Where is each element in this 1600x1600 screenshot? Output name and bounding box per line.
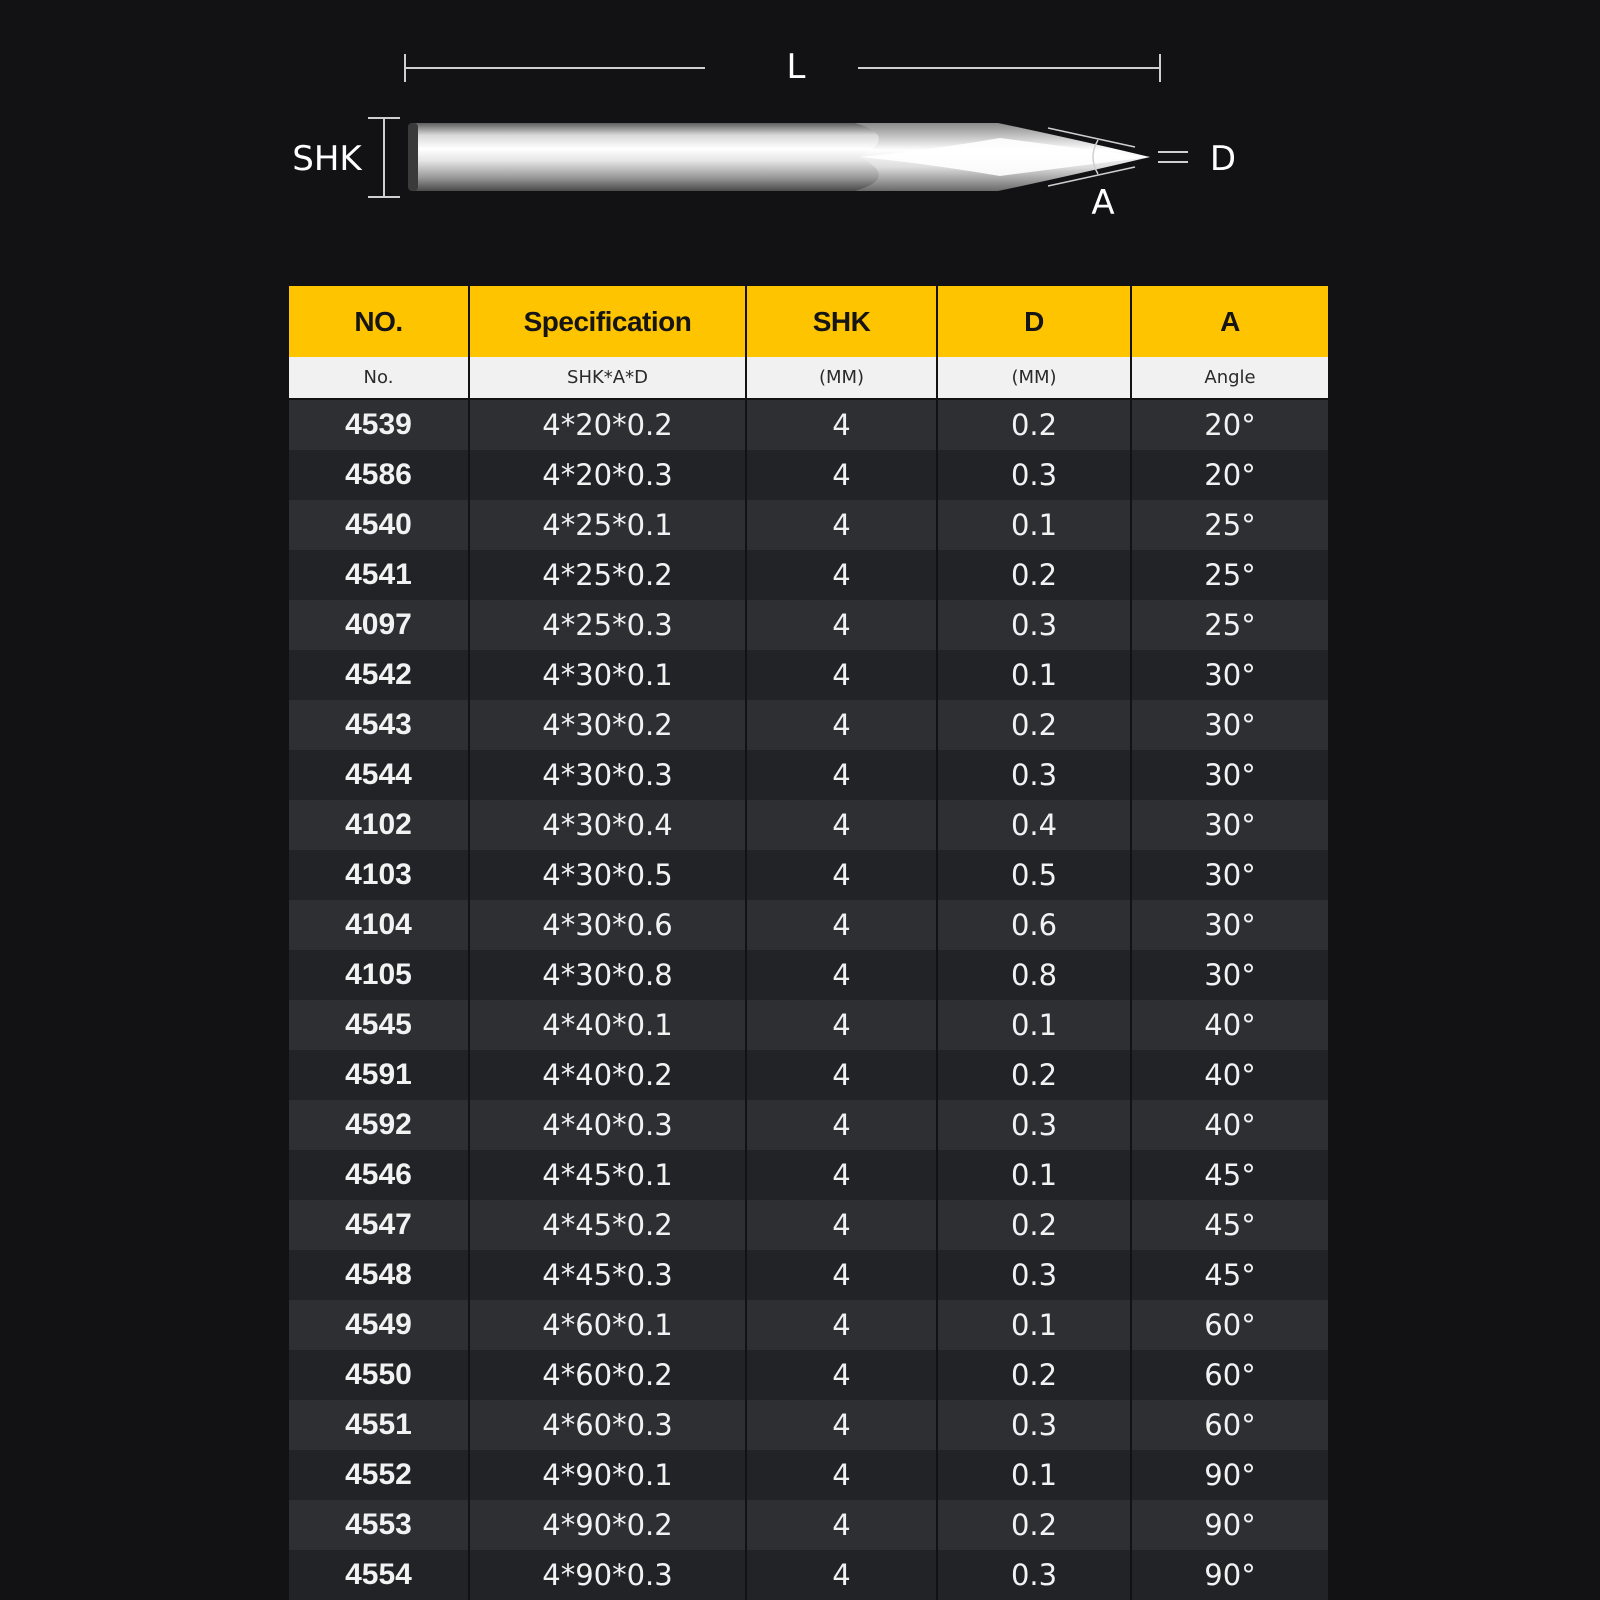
cell-d: 0.2: [937, 550, 1131, 600]
tip-diameter-indicator: [1158, 152, 1188, 162]
cell-shk: 4: [746, 1350, 937, 1400]
cell-no: 4592: [289, 1100, 469, 1150]
cell-shk: 4: [746, 450, 937, 500]
cell-shk: 4: [746, 399, 937, 450]
table-row: [289, 1000, 1328, 1050]
cell-shk: 4: [746, 950, 937, 1000]
cell-no: 4542: [289, 650, 469, 700]
cell-angle: 30°: [1131, 850, 1328, 900]
cell-shk: 4: [746, 1050, 937, 1100]
cell-angle: 45°: [1131, 1150, 1328, 1200]
shank-dimension: [368, 118, 400, 197]
cell-no: 4549: [289, 1300, 469, 1350]
cell-d: 0.2: [937, 399, 1131, 450]
cell-angle: 30°: [1131, 950, 1328, 1000]
cell-no: 4105: [289, 950, 469, 1000]
cell-shk: 4: [746, 1250, 937, 1300]
label-L: L: [786, 47, 806, 87]
table-row: [289, 550, 1328, 600]
label-D: D: [1209, 139, 1237, 179]
cell-no: 4548: [289, 1250, 469, 1300]
subheader-row: [289, 357, 1328, 399]
table-row: [289, 900, 1328, 950]
cell-specification: 4*30*0.1: [469, 650, 746, 700]
cell-d: 0.2: [937, 1050, 1131, 1100]
table-row: [289, 1250, 1328, 1300]
cell-angle: 45°: [1131, 1200, 1328, 1250]
cell-specification: 4*90*0.3: [469, 1550, 746, 1600]
cell-angle: 40°: [1131, 1100, 1328, 1150]
cell-shk: 4: [746, 1200, 937, 1250]
subheader-a: Angle: [1131, 357, 1328, 399]
cell-angle: 40°: [1131, 1050, 1328, 1100]
cell-d: 0.3: [937, 1550, 1131, 1600]
cell-d: 0.3: [937, 1100, 1131, 1150]
table-row: [289, 1550, 1328, 1600]
cell-shk: 4: [746, 1100, 937, 1150]
cell-shk: 4: [746, 500, 937, 550]
cell-angle: 30°: [1131, 900, 1328, 950]
cell-specification: 4*20*0.2: [469, 399, 746, 450]
cell-d: 0.2: [937, 1200, 1131, 1250]
cell-specification: 4*30*0.2: [469, 700, 746, 750]
table-row: [289, 950, 1328, 1000]
cell-angle: 60°: [1131, 1400, 1328, 1450]
cell-no: 4553: [289, 1500, 469, 1550]
table-row: [289, 650, 1328, 700]
cell-specification: 4*90*0.2: [469, 1500, 746, 1550]
cell-specification: 4*40*0.3: [469, 1100, 746, 1150]
header-shk: SHK: [746, 286, 937, 357]
table-row: [289, 700, 1328, 750]
cell-shk: 4: [746, 550, 937, 600]
cell-specification: 4*40*0.2: [469, 1050, 746, 1100]
cell-no: 4552: [289, 1450, 469, 1500]
subheader-shk: (MM): [746, 357, 937, 399]
header-specification: Specification: [469, 286, 746, 357]
cell-no: 4539: [289, 399, 469, 450]
table-row: [289, 1450, 1328, 1500]
cell-specification: 4*60*0.3: [469, 1400, 746, 1450]
cell-specification: 4*30*0.5: [469, 850, 746, 900]
cell-specification: 4*30*0.4: [469, 800, 746, 850]
cell-d: 0.3: [937, 600, 1131, 650]
cell-shk: 4: [746, 1300, 937, 1350]
table-row: [289, 1150, 1328, 1200]
cell-specification: 4*25*0.2: [469, 550, 746, 600]
cell-angle: 20°: [1131, 450, 1328, 500]
cell-angle: 30°: [1131, 650, 1328, 700]
cell-shk: 4: [746, 700, 937, 750]
engraving-bit-diagram: [0, 0, 1600, 260]
header-d: D: [937, 286, 1131, 357]
cell-shk: 4: [746, 1500, 937, 1550]
cell-angle: 90°: [1131, 1450, 1328, 1500]
cell-d: 0.3: [937, 750, 1131, 800]
cell-no: 4541: [289, 550, 469, 600]
cell-shk: 4: [746, 600, 937, 650]
cell-no: 4543: [289, 700, 469, 750]
header-no: NO.: [289, 286, 469, 357]
cell-angle: 20°: [1131, 399, 1328, 450]
cell-shk: 4: [746, 1000, 937, 1050]
table-row: [289, 1200, 1328, 1250]
cell-specification: 4*20*0.3: [469, 450, 746, 500]
cell-specification: 4*30*0.3: [469, 750, 746, 800]
cell-shk: 4: [746, 750, 937, 800]
cell-d: 0.3: [937, 1400, 1131, 1450]
cell-angle: 25°: [1131, 600, 1328, 650]
cell-d: 0.4: [937, 800, 1131, 850]
cell-no: 4550: [289, 1350, 469, 1400]
table-row: [289, 800, 1328, 850]
table-row: [289, 1400, 1328, 1450]
cell-specification: 4*60*0.2: [469, 1350, 746, 1400]
cell-no: 4540: [289, 500, 469, 550]
cell-no: 4551: [289, 1400, 469, 1450]
cell-angle: 30°: [1131, 800, 1328, 850]
specification-table: [289, 286, 1328, 1600]
cell-no: 4544: [289, 750, 469, 800]
engraving-bit-illustration: [408, 123, 1150, 191]
table-row: [289, 399, 1328, 450]
subheader-d: (MM): [937, 357, 1131, 399]
cell-shk: 4: [746, 1450, 937, 1500]
cell-shk: 4: [746, 650, 937, 700]
label-A: A: [1091, 183, 1115, 223]
cell-d: 0.1: [937, 650, 1131, 700]
cell-no: 4546: [289, 1150, 469, 1200]
cell-no: 4103: [289, 850, 469, 900]
cell-d: 0.1: [937, 1150, 1131, 1200]
cell-angle: 45°: [1131, 1250, 1328, 1300]
cell-specification: 4*30*0.6: [469, 900, 746, 950]
table-row: [289, 450, 1328, 500]
cell-angle: 90°: [1131, 1500, 1328, 1550]
cell-specification: 4*45*0.3: [469, 1250, 746, 1300]
subheader-no: No.: [289, 357, 469, 399]
cell-no: 4586: [289, 450, 469, 500]
cell-angle: 90°: [1131, 1550, 1328, 1600]
length-dimension: [405, 54, 1160, 82]
cell-angle: 60°: [1131, 1350, 1328, 1400]
cell-specification: 4*25*0.3: [469, 600, 746, 650]
table-row: [289, 500, 1328, 550]
cell-shk: 4: [746, 850, 937, 900]
cell-no: 4554: [289, 1550, 469, 1600]
cell-no: 4102: [289, 800, 469, 850]
table-row: [289, 1050, 1328, 1100]
cell-specification: 4*40*0.1: [469, 1000, 746, 1050]
cell-shk: 4: [746, 1400, 937, 1450]
cell-d: 0.1: [937, 500, 1131, 550]
cell-angle: 60°: [1131, 1300, 1328, 1350]
cell-shk: 4: [746, 900, 937, 950]
cell-no: 4547: [289, 1200, 469, 1250]
cell-shk: 4: [746, 1150, 937, 1200]
table-row: [289, 1300, 1328, 1350]
cell-no: 4591: [289, 1050, 469, 1100]
cell-d: 0.1: [937, 1300, 1131, 1350]
label-SHK: SHK: [292, 139, 362, 179]
cell-angle: 25°: [1131, 550, 1328, 600]
table-row: [289, 750, 1328, 800]
cell-no: 4545: [289, 1000, 469, 1050]
cell-angle: 30°: [1131, 700, 1328, 750]
cell-specification: 4*30*0.8: [469, 950, 746, 1000]
table-row: [289, 600, 1328, 650]
cell-d: 0.2: [937, 700, 1131, 750]
cell-d: 0.3: [937, 1250, 1131, 1300]
cell-d: 0.2: [937, 1350, 1131, 1400]
header-row: [289, 286, 1328, 357]
cell-shk: 4: [746, 1550, 937, 1600]
table-row: [289, 1350, 1328, 1400]
header-a: A: [1131, 286, 1328, 357]
table-row: [289, 1500, 1328, 1550]
cell-shk: 4: [746, 800, 937, 850]
table-row: [289, 1100, 1328, 1150]
subheader-specification: SHK*A*D: [469, 357, 746, 399]
cell-angle: 25°: [1131, 500, 1328, 550]
cell-specification: 4*45*0.2: [469, 1200, 746, 1250]
cell-specification: 4*45*0.1: [469, 1150, 746, 1200]
table-row: [289, 850, 1328, 900]
cell-d: 0.3: [937, 450, 1131, 500]
cell-specification: 4*90*0.1: [469, 1450, 746, 1500]
cell-d: 0.1: [937, 1000, 1131, 1050]
cell-no: 4104: [289, 900, 469, 950]
cell-specification: 4*25*0.1: [469, 500, 746, 550]
cell-d: 0.2: [937, 1500, 1131, 1550]
cell-no: 4097: [289, 600, 469, 650]
cell-specification: 4*60*0.1: [469, 1300, 746, 1350]
cell-d: 0.5: [937, 850, 1131, 900]
cell-d: 0.6: [937, 900, 1131, 950]
cell-angle: 40°: [1131, 1000, 1328, 1050]
cell-angle: 30°: [1131, 750, 1328, 800]
cell-d: 0.8: [937, 950, 1131, 1000]
cell-d: 0.1: [937, 1450, 1131, 1500]
